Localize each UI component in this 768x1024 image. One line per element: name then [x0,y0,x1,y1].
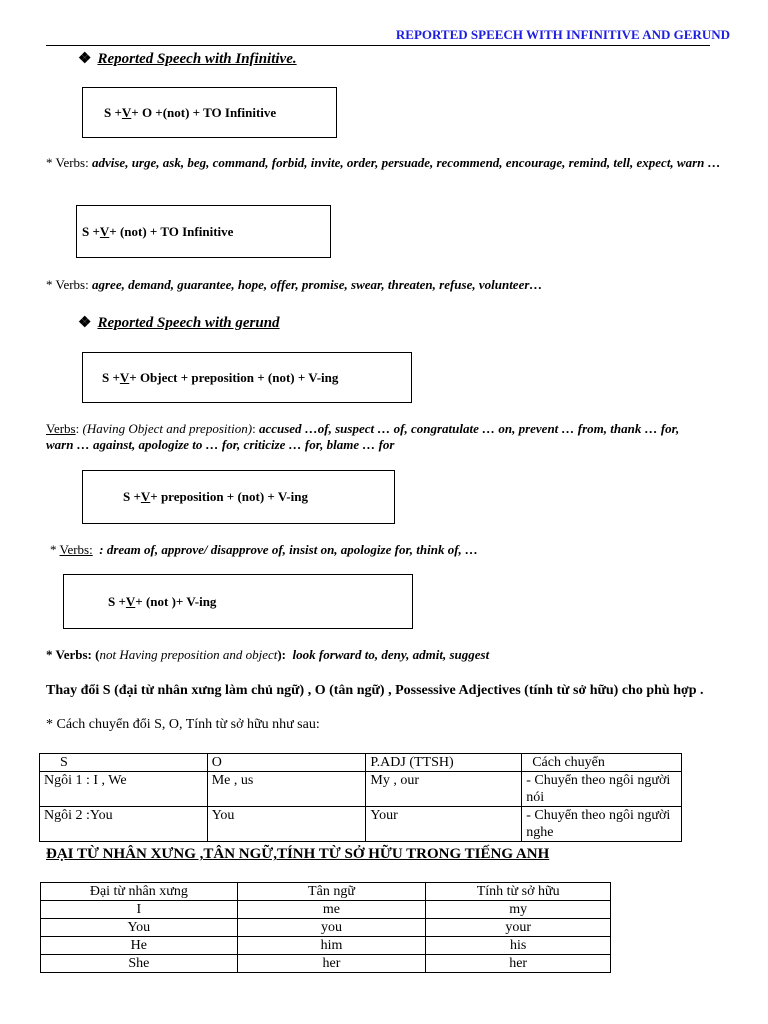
table-row [40,807,682,842]
formula-verb: V [125,593,136,609]
table-cell: his [426,937,611,955]
note-label: Verbs: [59,542,93,557]
section-gerund-heading [78,313,280,332]
formula-text: S + [104,104,122,120]
table-cell: you [237,919,426,937]
formula-text: S + [102,369,120,385]
table-row [41,901,611,919]
verb-list: look forward to, deny, admit, suggest [286,647,490,662]
section-title: Reported Speech with Infinitive. [97,51,297,67]
note-label: * Verbs: [46,277,92,292]
document-header-title: REPORTED SPEECH WITH INFINITIVE AND GERUND [395,27,730,42]
formula-text: + Object + preposition + (not) + V-ing [129,369,339,385]
note-colon: : [75,421,83,436]
verbs-note-5 [46,647,746,663]
note-label: * Verbs: [46,155,92,170]
table-header-cell: O [207,754,366,772]
table-cell: her [237,955,426,973]
table-cell: My , our [366,772,522,807]
verb-list: : dream of, approve/ disapprove of, insist on, apologize for, think of, … [92,542,479,557]
formula-text: S + [108,593,126,609]
formula-box-1 [82,87,337,138]
table-header-cell: Đại từ nhân xưng [41,883,238,901]
table-cell: Me , us [207,772,366,807]
table-cell: - Chuyển theo ngôi người nghe [522,807,682,842]
table-cell: - Chuyển theo ngôi người nói [522,772,682,807]
table-cell: my [426,901,611,919]
section-infinitive-heading [78,49,297,68]
table-row [41,955,611,973]
verb-list: advise, urge, ask, beg, command, forbid, invite, order, persuade, recommend, encourage, remind, tell, expect, warn … [91,155,721,170]
table-header-cell: Tính từ sở hữu [426,883,611,901]
note-colon: : [252,421,259,436]
table-cell: her [426,955,611,973]
diamond-bullet-icon: ❖ [78,51,92,67]
verbs-note-4 [50,542,730,558]
formula-text: + preposition + (not) + V-ing [150,489,308,504]
table-cell: She [41,955,238,973]
table-row [41,937,611,955]
formula-box-2 [76,205,331,258]
pronoun-section-heading: ĐẠI TỪ NHÂN XƯNG ,TÂN NGỮ,TÍNH TỪ SỞ HỮU TRONG TIẾNG ANH [46,846,550,862]
note-label: Verbs [46,421,76,436]
formula-text: S + [82,223,100,239]
verb-list: agree, demand, guarantee, hope, offer, promise, swear, threaten, refuse, volunteer… [91,277,543,292]
verbs-note-2 [46,277,746,293]
formula-box-3 [82,352,412,403]
table-cell: You [207,807,366,842]
table-header-cell: Tân ngữ [237,883,426,901]
table-cell: He [41,937,238,955]
formula-text: + (not )+ V-ing [135,593,217,609]
formula-box-4 [82,470,395,524]
instruction-paragraph: Thay đổi S (đại từ nhân xưng làm chủ ngữ) , O (tân ngữ) , Possessive Adjectives (tính từ sở hữu) cho phù hợp . [46,683,704,698]
note-star: * [50,542,60,557]
formula-verb: V [121,104,132,120]
formula-text: + O +(not) + TO Infinitive [131,104,277,120]
table-header-row [41,883,611,901]
formula-verb: V [99,223,110,239]
header-rule [46,45,710,46]
table-cell: your [426,919,611,937]
table-cell: Ngôi 1 : I , We [40,772,208,807]
verbs-note-1 [46,155,726,171]
table-header-row [40,754,682,772]
formula-verb: V [140,489,151,504]
formula-text: S + [123,489,141,504]
verb-list: accused …of, suspect … of, congratulate … on, prevent … from, thank … for, warn … against, apologize to … for, criticize … for, blame … for [46,421,680,452]
formula-box-5 [63,574,413,629]
table-row [40,772,682,807]
diamond-bullet-icon: ❖ [78,315,92,331]
formula-verb: V [119,369,130,385]
table-row [41,919,611,937]
table-cell: him [237,937,426,955]
table-cell: Your [366,807,522,842]
table-cell: I [41,901,238,919]
section-title: Reported Speech with gerund [97,315,280,331]
table-cell: me [237,901,426,919]
note-qualifier: (Having Object and preposition) [82,421,253,436]
table-cell: Ngôi 2 :You [40,807,208,842]
table-header-cell: S [40,754,208,772]
table-header-cell: Cách chuyển [522,754,682,772]
pronoun-table [40,882,611,973]
note-qualifier: not Having preposition and object [99,647,278,662]
table-cell: You [41,919,238,937]
instruction-subtext: * Cách chuyển đổi S, O, Tính từ sở hữu như sau: [46,717,320,732]
formula-text: + (not) + TO Infinitive [109,223,234,239]
table-header-cell: P.ADJ (TTSH) [366,754,522,772]
conversion-table [39,753,682,842]
note-label: * Verbs: ( [46,647,100,662]
verbs-note-3 [46,421,706,453]
note-close: ): [277,647,287,662]
